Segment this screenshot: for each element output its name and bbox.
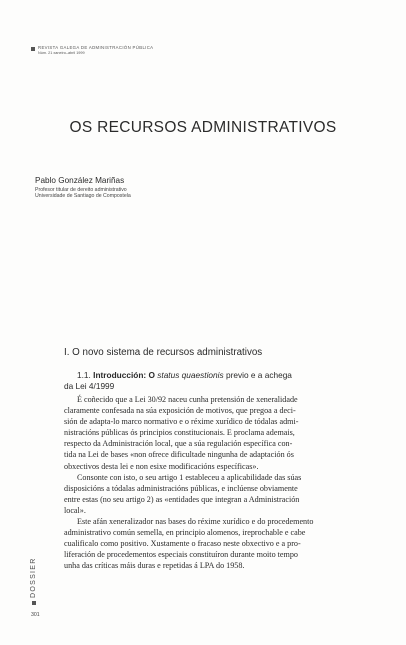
paragraph bbox=[64, 394, 394, 472]
text-line: cualificalo como positivo. Xustamente o fracaso neste obxectivo e a pro- bbox=[64, 539, 301, 549]
dossier-square-icon bbox=[32, 601, 36, 605]
subsection-rest: previo e a achega bbox=[223, 370, 292, 380]
text-line: É coñecido que a Lei 30/92 naceu cunha pretensión de xeneralidade bbox=[77, 395, 298, 404]
journal-name: REVISTA GALEGA DE ADMINISTRACIÓN PÚBLICA bbox=[38, 45, 154, 50]
article-title: OS RECURSOS ADMINISTRATIVOS bbox=[69, 119, 337, 136]
text-line: obxectivos desta lei e non esixe modificacións específicas». bbox=[64, 461, 259, 471]
subsection-line-2: da Lei 4/1999 bbox=[64, 381, 115, 392]
journal-issue: Núm. 21 xaneiro–abril 1999 bbox=[38, 50, 85, 55]
text-line: Este afán xeneralizador nas bases do réxime xurídico e do procedemento bbox=[77, 517, 314, 527]
text-line: nistracións públicas ós principios constitucionais. E proclama ademais, bbox=[64, 428, 295, 438]
body-text bbox=[64, 394, 394, 572]
text-line: local». bbox=[64, 505, 86, 515]
dossier-label: DOSSIER bbox=[30, 557, 37, 598]
text-line: sión de adapta-lo marco normativo e o réxime xurídico de tódalas admi- bbox=[64, 417, 299, 427]
journal-square-icon bbox=[31, 47, 35, 51]
author-affiliation-line: Universidade de Santiago de Compostela bbox=[35, 193, 131, 200]
text-line: administrativo común semella, en principio alomenos, ireprochable e cabe bbox=[64, 528, 306, 538]
subsection-heading bbox=[64, 370, 394, 392]
text-line: Consonte con isto, o seu artigo 1 estableceu a aplicabilidade das súas bbox=[77, 472, 302, 482]
page-number: 301 bbox=[31, 612, 40, 618]
text-line: unha das críticas máis duras e repetidas á LPA do 1958. bbox=[64, 561, 245, 571]
text-line: liferación de procedementos especiais constituíron durante moito tempo bbox=[64, 550, 298, 560]
text-line: entre estas (no seu artigo 2) as «entidades que integran a Administración bbox=[64, 494, 300, 504]
author-name: Pablo González Mariñas bbox=[35, 176, 125, 185]
author-block bbox=[35, 176, 131, 199]
text-line: respecto da Administración local, que a súa regulación específica con- bbox=[64, 439, 293, 449]
paragraph bbox=[64, 516, 394, 571]
section-heading: I. O novo sistema de recursos administrativos bbox=[64, 347, 263, 358]
subsection-bold-text: Introducción: O bbox=[93, 370, 158, 380]
journal-header bbox=[31, 45, 153, 56]
subsection-italic-text: status quaestionis bbox=[157, 370, 224, 380]
text-line: claramente confesada na súa exposición de motivos, que pregoa a deci- bbox=[64, 406, 296, 416]
text-line: disposicións a tódalas administracións públicas, e inclúense obviamente bbox=[64, 483, 298, 493]
subsection-number: 1.1. bbox=[77, 370, 94, 380]
text-line: tida na Lei de bases «non ofrece dificultade ningunha de adaptación ós bbox=[64, 450, 294, 460]
paragraph bbox=[64, 472, 394, 516]
author-affiliation-line: Profesor titular de dereito administrativo bbox=[35, 187, 127, 193]
